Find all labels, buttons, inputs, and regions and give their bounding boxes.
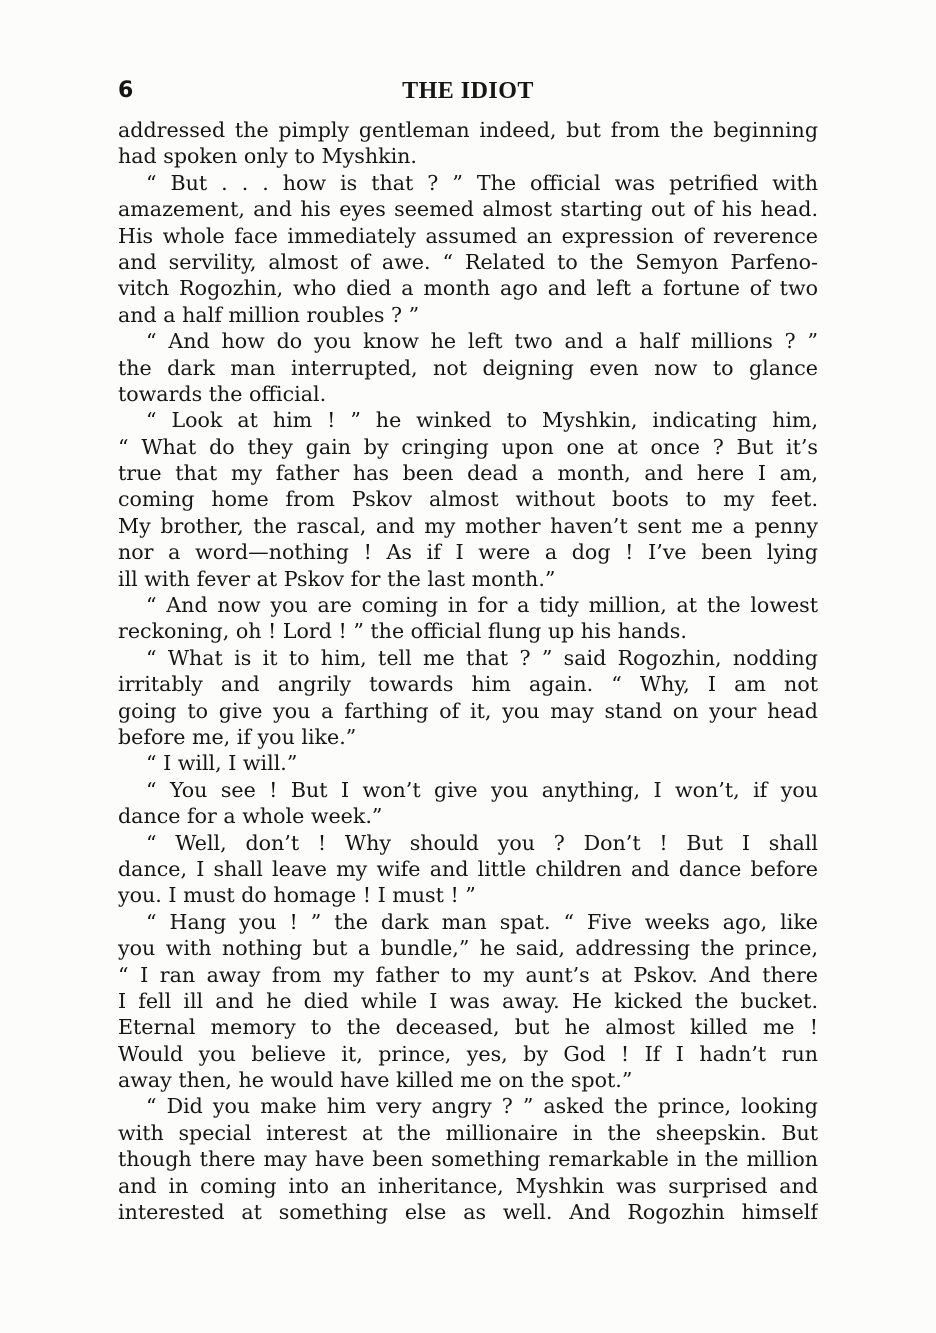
text-line: “ Did you make him very angry ? ” asked the prince, looking xyxy=(146,1094,818,1119)
text-line: away then, he would have killed me on the spot.” xyxy=(118,1068,633,1093)
text-line: though there may have been something remarkable in the million xyxy=(118,1147,818,1172)
text-line: coming home from Pskov almost without boots to my feet. xyxy=(118,487,818,512)
page-number: 6 xyxy=(118,78,134,103)
text-line: you with nothing but a bundle,” he said, addressing the prince, xyxy=(118,936,818,961)
text-line: addressed the pimply gentleman indeed, but from the beginning xyxy=(118,118,818,142)
body-text xyxy=(118,117,818,1225)
text-line: My brother, the rascal, and my mother haven’t sent me a penny xyxy=(118,513,818,538)
text-line: “ But . . . how is that ? ” The official was petrified with xyxy=(146,170,818,195)
text-line: “ And how do you know he left two and a half millions ? ” xyxy=(146,329,818,354)
text-line: vitch Rogozhin, who died a month ago and left a fortune of two xyxy=(118,276,818,301)
text-line: “ What is it to him, tell me that ? ” said Rogozhin, nodding xyxy=(146,645,818,670)
text-line: nor a word—nothing ! As if I were a dog ! I’ve been lying xyxy=(118,540,818,565)
text-line: and a half million roubles ? ” xyxy=(118,302,420,327)
text-line: I fell ill and he died while I was away. He kicked the bucket. xyxy=(118,988,818,1013)
running-title: THE IDIOT xyxy=(402,78,534,104)
text-line: “ Hang you ! ” the dark man spat. “ Five weeks ago, like xyxy=(146,909,818,934)
text-line: “ You see ! But I won’t give you anything, I won’t, if you xyxy=(146,777,818,802)
text-line: had spoken only to Myshkin. xyxy=(118,144,417,169)
text-line: “ I ran away from my father to my aunt’s at Pskov. And there xyxy=(118,962,818,987)
text-line: dance, I shall leave my wife and little children and dance before xyxy=(118,856,818,881)
text-line: true that my father has been dead a month, and here I am, xyxy=(118,461,818,486)
text-line: His whole face immediately assumed an expression of reverence xyxy=(118,223,818,248)
text-line: before me, if you like.” xyxy=(118,724,357,749)
text-line: “ And now you are coming in for a tidy million, at the lowest xyxy=(146,593,818,618)
text-line: you. I must do homage ! I must ! ” xyxy=(118,883,476,908)
text-line: ill with fever at Pskov for the last month.” xyxy=(118,566,556,591)
text-line: amazement, and his eyes seemed almost starting out of his head. xyxy=(118,197,818,222)
text-line: irritably and angrily towards him again. “ Why, I am not xyxy=(118,672,818,697)
page-header xyxy=(118,78,818,112)
text-line: interested at something else as well. And Rogozhin himself xyxy=(118,1200,818,1225)
text-line: dance for a whole week.” xyxy=(118,804,383,829)
text-line: reckoning, oh ! Lord ! ” the official flung up his hands. xyxy=(118,619,687,644)
text-line: with special interest at the millionaire in the sheepskin. But xyxy=(118,1120,818,1145)
text-line: the dark man interrupted, not deigning even now to glance xyxy=(118,355,818,380)
text-line: going to give you a farthing of it, you may stand on your head xyxy=(118,698,818,723)
text-line: towards the official. xyxy=(118,381,327,406)
text-line: “ I will, I will.” xyxy=(146,751,298,776)
text-line: Eternal memory to the deceased, but he almost killed me ! xyxy=(118,1015,818,1040)
text-line: and in coming into an inheritance, Myshkin was surprised and xyxy=(118,1173,818,1198)
text-line: Would you believe it, prince, yes, by God ! If I hadn’t run xyxy=(118,1041,818,1066)
text-line: “ What do they gain by cringing upon one at once ? But it’s xyxy=(118,434,818,459)
text-line: “ Look at him ! ” he winked to Myshkin, indicating him, xyxy=(146,408,818,433)
text-line: “ Well, don’t ! Why should you ? Don’t ! But I shall xyxy=(146,830,818,855)
text-line: and servility, almost of awe. “ Related to the Semyon Parfeno- xyxy=(118,249,818,274)
